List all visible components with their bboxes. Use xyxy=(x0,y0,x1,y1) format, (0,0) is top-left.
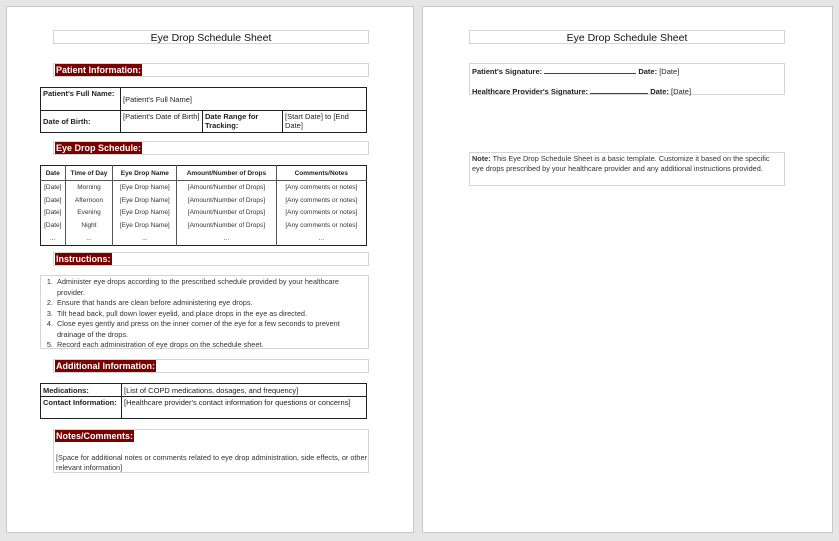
section-patient-information xyxy=(53,63,369,77)
section-heading: Instructions: xyxy=(56,254,111,264)
schedule-header-row xyxy=(41,166,367,181)
date-range-label: Date Range for Tracking: xyxy=(203,111,283,133)
schedule-cell[interactable]: [Eye Drop Name] xyxy=(113,181,177,194)
schedule-row xyxy=(41,219,367,232)
patient-signature-line[interactable] xyxy=(472,66,679,76)
full-name-label: Patient's Full Name: xyxy=(41,88,121,111)
schedule-cell[interactable]: [Amount/Number of Drops] xyxy=(177,207,276,220)
section-heading: Eye Drop Schedule: xyxy=(56,143,142,153)
schedule-cell[interactable]: [Amount/Number of Drops] xyxy=(177,181,276,194)
schedule-cell[interactable]: [Amount/Number of Drops] xyxy=(177,194,276,207)
section-additional-information xyxy=(53,359,369,373)
schedule-cell[interactable]: ... xyxy=(65,232,113,245)
page-title: Eye Drop Schedule Sheet xyxy=(53,30,369,44)
dob-label: Date of Birth: xyxy=(41,111,121,133)
section-heading: Notes/Comments: xyxy=(56,431,134,441)
patient-signature-label: Patient's Signature: xyxy=(472,67,543,76)
notes-box[interactable] xyxy=(53,429,369,473)
schedule-row xyxy=(41,207,367,220)
instruction-item: 1. Administer eye drops according to the prescribed schedule provided by your healthcare provider. xyxy=(55,277,364,298)
section-heading: Patient Information: xyxy=(56,65,141,75)
schedule-cell[interactable]: ... xyxy=(177,232,276,245)
page-title: Eye Drop Schedule Sheet xyxy=(469,30,785,44)
schedule-row xyxy=(41,181,367,194)
schedule-cell[interactable]: [Any comments or notes] xyxy=(285,209,358,217)
schedule-cell[interactable]: [Eye Drop Name] xyxy=(113,219,177,232)
schedule-header-cell: Time of Day xyxy=(65,166,113,181)
provider-signature-line[interactable] xyxy=(472,86,691,96)
schedule-table xyxy=(40,165,367,246)
document-page-1 xyxy=(6,6,414,533)
contact-label: Contact Information: xyxy=(41,397,122,419)
notes-text: [Space for additional notes or comments related to eye drop administration, side effects, or other relevant information] xyxy=(56,453,367,472)
schedule-header-cell: Date xyxy=(41,166,66,181)
instruction-item: 3. Tilt head back, pull down lower eyelid, and place drops in the eye as directed. xyxy=(55,309,364,320)
additional-info-table xyxy=(40,383,367,419)
signature-box xyxy=(469,63,785,95)
instruction-item: 5. Record each administration of eye drops on the schedule sheet. xyxy=(55,340,364,351)
schedule-cell[interactable]: [Any comments or notes] xyxy=(285,222,358,230)
medications-label: Medications: xyxy=(41,384,122,397)
schedule-header-cell: Amount/Number of Drops xyxy=(177,166,276,181)
instructions-box xyxy=(40,275,369,349)
instructions-list xyxy=(41,277,368,351)
instruction-item: 4. Close eyes gently and press on the inner corner of the eye for a few seconds to prevent drainage of the drops. xyxy=(55,319,364,340)
patient-date-label: Date: xyxy=(638,67,658,76)
full-name-field[interactable]: [Patient's Full Name] xyxy=(121,88,367,111)
schedule-row xyxy=(41,194,367,207)
schedule-row xyxy=(41,232,367,245)
medications-field[interactable]: [List of COPD medications, dosages, and frequency] xyxy=(122,384,367,397)
schedule-header-cell: Comments/Notes xyxy=(276,166,366,181)
schedule-cell[interactable]: [Amount/Number of Drops] xyxy=(177,219,276,232)
schedule-cell[interactable]: Afternoon xyxy=(65,194,113,207)
schedule-cell[interactable]: [Eye Drop Name] xyxy=(113,194,177,207)
document-page-2 xyxy=(422,6,833,533)
provider-signature-underline[interactable] xyxy=(590,86,648,94)
schedule-cell[interactable]: [Date] xyxy=(41,181,66,194)
schedule-cell[interactable]: ... xyxy=(113,232,177,245)
schedule-cell[interactable]: [Date] xyxy=(41,219,66,232)
contact-field[interactable]: [Healthcare provider's contact information for questions or concerns] xyxy=(122,397,367,419)
schedule-cell[interactable]: [Any comments or notes] xyxy=(285,196,358,204)
schedule-cell[interactable]: [Date] xyxy=(41,207,66,220)
patient-info-table xyxy=(40,87,367,133)
dob-field[interactable]: [Patient's Date of Birth] xyxy=(121,111,203,133)
note-label: Note: xyxy=(472,154,491,163)
schedule-cell[interactable]: [Eye Drop Name] xyxy=(113,207,177,220)
patient-signature-underline[interactable] xyxy=(544,66,636,74)
section-instructions xyxy=(53,252,369,266)
schedule-header-cell: Eye Drop Name xyxy=(113,166,177,181)
instruction-item: 2. Ensure that hands are clean before administering eye drops. xyxy=(55,298,364,309)
schedule-cell[interactable]: Night xyxy=(65,219,113,232)
schedule-cell[interactable]: ... xyxy=(41,232,66,245)
provider-date-value[interactable]: [Date] xyxy=(671,87,692,96)
schedule-cell[interactable]: Evening xyxy=(65,207,113,220)
provider-date-label: Date: xyxy=(650,87,669,96)
section-eye-drop-schedule xyxy=(53,141,369,155)
patient-date-value[interactable]: [Date] xyxy=(659,67,680,76)
provider-signature-label: Healthcare Provider's Signature: xyxy=(472,87,588,96)
schedule-cell[interactable]: ... xyxy=(318,235,325,243)
schedule-cell[interactable]: [Any comments or notes] xyxy=(285,183,358,191)
note-text: This Eye Drop Schedule Sheet is a basic template. Customize it based on the specific eye drops prescribed by your healthcare provider and any additional instructions provided. xyxy=(472,154,770,173)
section-heading: Additional Information: xyxy=(56,361,155,371)
schedule-cell[interactable]: [Date] xyxy=(41,194,66,207)
date-range-field[interactable]: [Start Date] to [End Date] xyxy=(283,111,367,133)
schedule-cell[interactable]: Morning xyxy=(65,181,113,194)
note-box xyxy=(469,152,785,186)
